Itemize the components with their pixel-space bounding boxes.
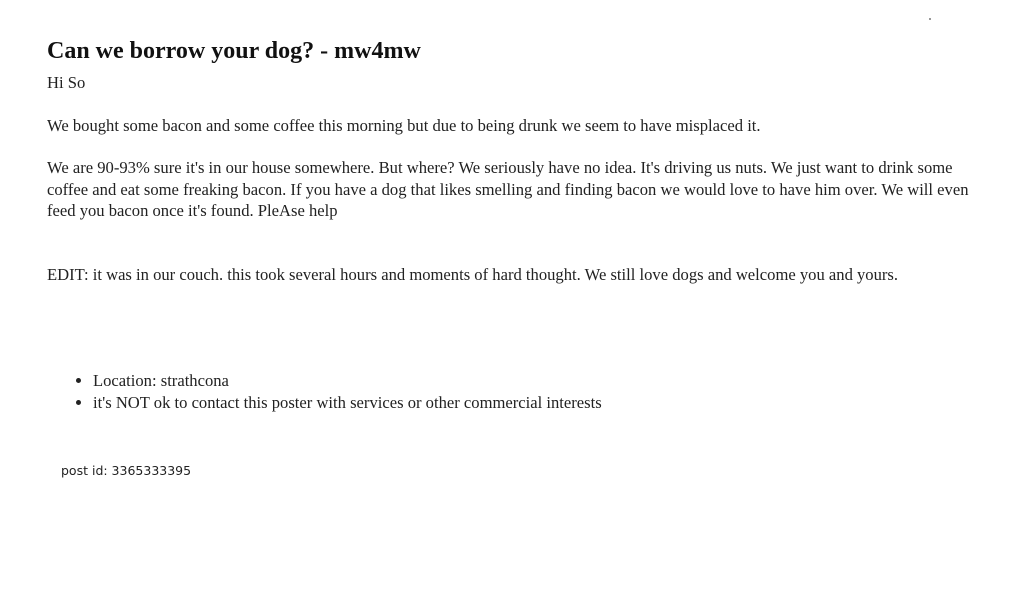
post-paragraph-main: We are 90-93% sure it's in our house somewhere. But where? We seriously have no idea. It's driving us nuts. We just want to drink some coffee and eat some freaking bacon. If you have a dog that likes smelling and finding bacon we would love to have him over. We will even feed you bacon once it's found. PleAse help (47, 158, 969, 220)
post-id: post id: 3365333395 (61, 463, 192, 478)
post-paragraph-intro: We bought some bacon and some coffee this morning but due to being drunk we seem to have misplaced it. (47, 115, 761, 135)
post-body (47, 72, 977, 285)
attribute-location: • Location: strathcona (93, 370, 602, 392)
post-paragraph-edit: EDIT: it was in our couch. this took several hours and moments of hard thought. We still love dogs and welcome you and yours. (47, 264, 899, 284)
post-container (47, 36, 977, 285)
post-attributes-list (75, 370, 602, 413)
corner-dot (929, 18, 931, 20)
post-greeting: Hi So (47, 73, 86, 92)
attribute-contact-policy: • it's NOT ok to contact this poster with services or other commercial interests (93, 392, 602, 414)
post-title: Can we borrow your dog? - mw4mw (47, 38, 421, 64)
